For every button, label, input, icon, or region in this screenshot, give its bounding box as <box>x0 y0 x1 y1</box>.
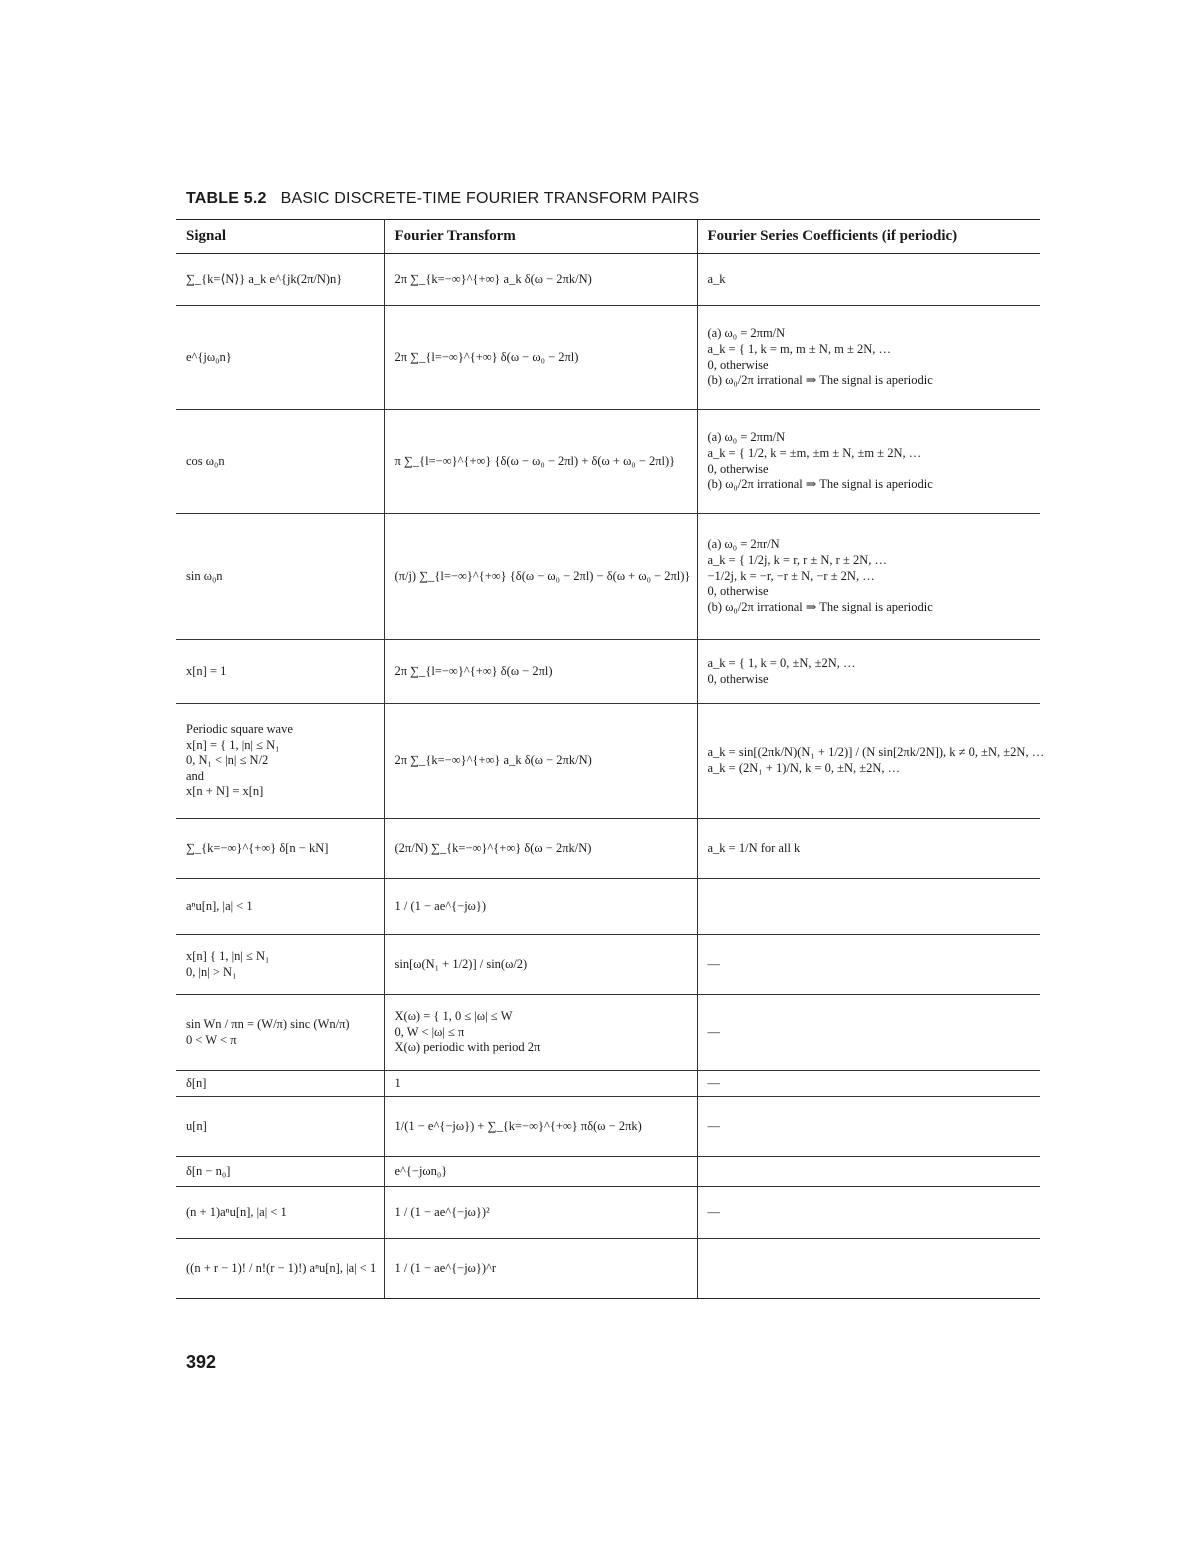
cell-line: x[n] = 1 <box>186 663 227 678</box>
transform-cell <box>384 879 697 935</box>
transform-cell <box>384 640 697 704</box>
table-row <box>176 704 1040 819</box>
cell-line: 0, otherwise <box>707 461 769 476</box>
coefficients-cell <box>697 1097 1040 1157</box>
column-header-signal: Signal <box>176 220 384 254</box>
cell-line: (b) ω₀/2π irrational ⇒ The signal is aperiodic <box>707 599 933 614</box>
cell-line: a_k <box>707 271 726 286</box>
cell-line: a_k = { 1/2, k = ±m, ±m ± N, ±m ± 2N, … <box>707 445 922 460</box>
cell-line: 0, otherwise <box>707 357 769 372</box>
cell-line: u[n] <box>186 1118 207 1133</box>
cell-line: — <box>707 1204 720 1219</box>
cell-line: 1 / (1 − ae^{−jω}) <box>394 898 487 913</box>
cell-line: 1/(1 − e^{−jω}) + ∑_{k=−∞}^{+∞} πδ(ω − 2πk) <box>394 1118 642 1133</box>
cell-line: ((n + r − 1)! / n!(r − 1)!) aⁿu[n], |a| < 1 <box>186 1260 377 1275</box>
signal-cell <box>176 514 384 640</box>
coefficients-cell <box>697 410 1040 514</box>
cell-line: x[n] = { 1, |n| ≤ N₁ <box>186 737 280 752</box>
cell-line: (a) ω₀ = 2πm/N <box>707 430 786 445</box>
cell-line: 1 / (1 − ae^{−jω})^r <box>394 1260 497 1275</box>
transform-cell <box>384 995 697 1071</box>
cell-line: Periodic square wave <box>186 721 293 736</box>
cell-line: π ∑_{l=−∞}^{+∞} {δ(ω − ω₀ − 2πl) + δ(ω + ω₀ − 2πl)} <box>394 453 676 468</box>
cell-line: — <box>707 1024 720 1039</box>
table-title: BASIC DISCRETE-TIME FOURIER TRANSFORM PAIRS <box>280 190 700 207</box>
cell-line: 1 / (1 − ae^{−jω})² <box>394 1204 490 1219</box>
cell-line: e^{jω₀n} <box>186 349 232 364</box>
cell-line: sin ω₀n <box>186 568 223 583</box>
cell-line: (a) ω₀ = 2πr/N <box>707 537 780 552</box>
table-row <box>176 995 1040 1071</box>
cell-line: 0, N₁ < |n| ≤ N/2 <box>186 753 269 768</box>
coefficients-cell <box>697 819 1040 879</box>
table-row <box>176 410 1040 514</box>
signal-cell <box>176 1239 384 1299</box>
cell-line: 2π ∑_{l=−∞}^{+∞} δ(ω − 2πl) <box>394 663 553 678</box>
cell-line: 0, W < |ω| ≤ π <box>394 1024 465 1039</box>
cell-line: a_k = { 1, k = m, m ± N, m ± 2N, … <box>707 341 891 356</box>
coefficients-cell <box>697 1187 1040 1239</box>
table-caption <box>186 190 699 208</box>
coefficients-cell <box>697 879 1040 935</box>
transform-cell <box>384 1071 697 1097</box>
signal-cell <box>176 879 384 935</box>
header-row <box>176 220 1040 254</box>
cell-line: 2π ∑_{l=−∞}^{+∞} δ(ω − ω₀ − 2πl) <box>394 349 579 364</box>
cell-line: (b) ω₀/2π irrational ⇒ The signal is aperiodic <box>707 477 933 492</box>
cell-line: ∑_{k=−∞}^{+∞} δ[n − kN] <box>186 840 329 855</box>
cell-line: δ[n] <box>186 1075 207 1090</box>
transform-pairs-table <box>176 219 1045 1299</box>
transform-cell <box>384 704 697 819</box>
coefficients-cell <box>697 1239 1040 1299</box>
cell-line: a_k = sin[(2πk/N)(N₁ + 1/2)] / (N sin[2πk/2N]), k ≠ 0, ±N, ±2N, … <box>707 745 1045 760</box>
signal-cell <box>176 1071 384 1097</box>
cell-line: x[n + N] = x[n] <box>186 784 264 799</box>
cell-line: — <box>707 956 720 971</box>
table-row <box>176 640 1040 704</box>
cell-line: sin Wn / πn = (W/π) sinc (Wn/π) <box>186 1016 350 1031</box>
table-row <box>176 1071 1040 1097</box>
signal-cell <box>176 306 384 410</box>
signal-cell <box>176 704 384 819</box>
table-label: TABLE 5.2 <box>186 190 267 207</box>
signal-cell <box>176 1187 384 1239</box>
cell-line: ∑_{k=⟨N⟩} a_k e^{jk(2π/N)n} <box>186 271 343 286</box>
cell-line: aⁿu[n], |a| < 1 <box>186 898 253 913</box>
coefficients-cell <box>697 704 1045 819</box>
cell-line: −1/2j, k = −r, −r ± N, −r ± 2N, … <box>707 568 875 583</box>
coefficients-cell <box>697 935 1040 995</box>
cell-line: X(ω) = { 1, 0 ≤ |ω| ≤ W <box>394 1009 513 1024</box>
transform-cell <box>384 1157 697 1187</box>
table-row <box>176 1157 1040 1187</box>
transform-cell <box>384 410 697 514</box>
cell-line: e^{−jωn₀} <box>394 1163 448 1178</box>
coefficients-cell <box>697 1157 1040 1187</box>
signal-cell <box>176 935 384 995</box>
cell-line: (2π/N) ∑_{k=−∞}^{+∞} δ(ω − 2πk/N) <box>394 840 592 855</box>
cell-line: — <box>707 1075 720 1090</box>
coefficients-cell <box>697 254 1040 306</box>
signal-cell <box>176 1097 384 1157</box>
table-row <box>176 306 1040 410</box>
cell-line: 0, otherwise <box>707 584 769 599</box>
cell-line: 0, |n| > N₁ <box>186 964 237 979</box>
signal-cell <box>176 819 384 879</box>
table-row <box>176 1097 1040 1157</box>
signal-cell <box>176 254 384 306</box>
cell-line: sin[ω(N₁ + 1/2)] / sin(ω/2) <box>394 956 528 971</box>
cell-line: X(ω) periodic with period 2π <box>394 1040 541 1055</box>
coefficients-cell <box>697 514 1040 640</box>
signal-cell <box>176 640 384 704</box>
coefficients-cell <box>697 306 1040 410</box>
cell-line: 0 < W < π <box>186 1032 237 1047</box>
transform-cell <box>384 306 697 410</box>
signal-cell <box>176 1157 384 1187</box>
signal-cell <box>176 995 384 1071</box>
column-header-coefficients: Fourier Series Coefficients (if periodic) <box>697 220 1040 254</box>
table-row <box>176 1239 1040 1299</box>
cell-line: 1 <box>394 1075 401 1090</box>
cell-line: — <box>707 1118 720 1133</box>
cell-line: a_k = (2N₁ + 1)/N, k = 0, ±N, ±2N, … <box>707 761 901 775</box>
table-row <box>176 935 1040 995</box>
transform-cell <box>384 935 697 995</box>
cell-line: (b) ω₀/2π irrational ⇒ The signal is aperiodic <box>707 373 933 388</box>
transform-cell <box>384 1097 697 1157</box>
cell-line: cos ω₀n <box>186 453 225 468</box>
cell-line: (n + 1)aⁿu[n], |a| < 1 <box>186 1204 287 1219</box>
table-row <box>176 819 1040 879</box>
transform-cell <box>384 254 697 306</box>
table-row <box>176 514 1040 640</box>
column-header-transform: Fourier Transform <box>384 220 697 254</box>
table-row <box>176 879 1040 935</box>
page-number: 392 <box>186 1352 217 1372</box>
cell-line: a_k = { 1, k = 0, ±N, ±2N, … <box>707 655 856 670</box>
coefficients-cell <box>697 640 1040 704</box>
transform-cell <box>384 819 697 879</box>
cell-line: (a) ω₀ = 2πm/N <box>707 326 786 341</box>
table-row <box>176 254 1040 306</box>
transform-cell <box>384 1187 697 1239</box>
cell-line: 2π ∑_{k=−∞}^{+∞} a_k δ(ω − 2πk/N) <box>394 271 592 286</box>
cell-line: 2π ∑_{k=−∞}^{+∞} a_k δ(ω − 2πk/N) <box>394 753 592 768</box>
cell-line: and <box>186 768 205 783</box>
cell-line: a_k = 1/N for all k <box>707 840 801 855</box>
coefficients-cell <box>697 1071 1040 1097</box>
cell-line: (π/j) ∑_{l=−∞}^{+∞} {δ(ω − ω₀ − 2πl) − δ(ω + ω₀ − 2πl)} <box>394 568 691 583</box>
table-body <box>176 254 1045 1299</box>
table-row <box>176 1187 1040 1239</box>
cell-line: x[n] { 1, |n| ≤ N₁ <box>186 948 270 963</box>
transform-cell <box>384 514 697 640</box>
transform-cell <box>384 1239 697 1299</box>
cell-line: 0, otherwise <box>707 671 769 686</box>
signal-cell <box>176 410 384 514</box>
cell-line: δ[n − n₀] <box>186 1163 231 1178</box>
cell-line: a_k = { 1/2j, k = r, r ± N, r ± 2N, … <box>707 553 887 568</box>
coefficients-cell <box>697 995 1040 1071</box>
